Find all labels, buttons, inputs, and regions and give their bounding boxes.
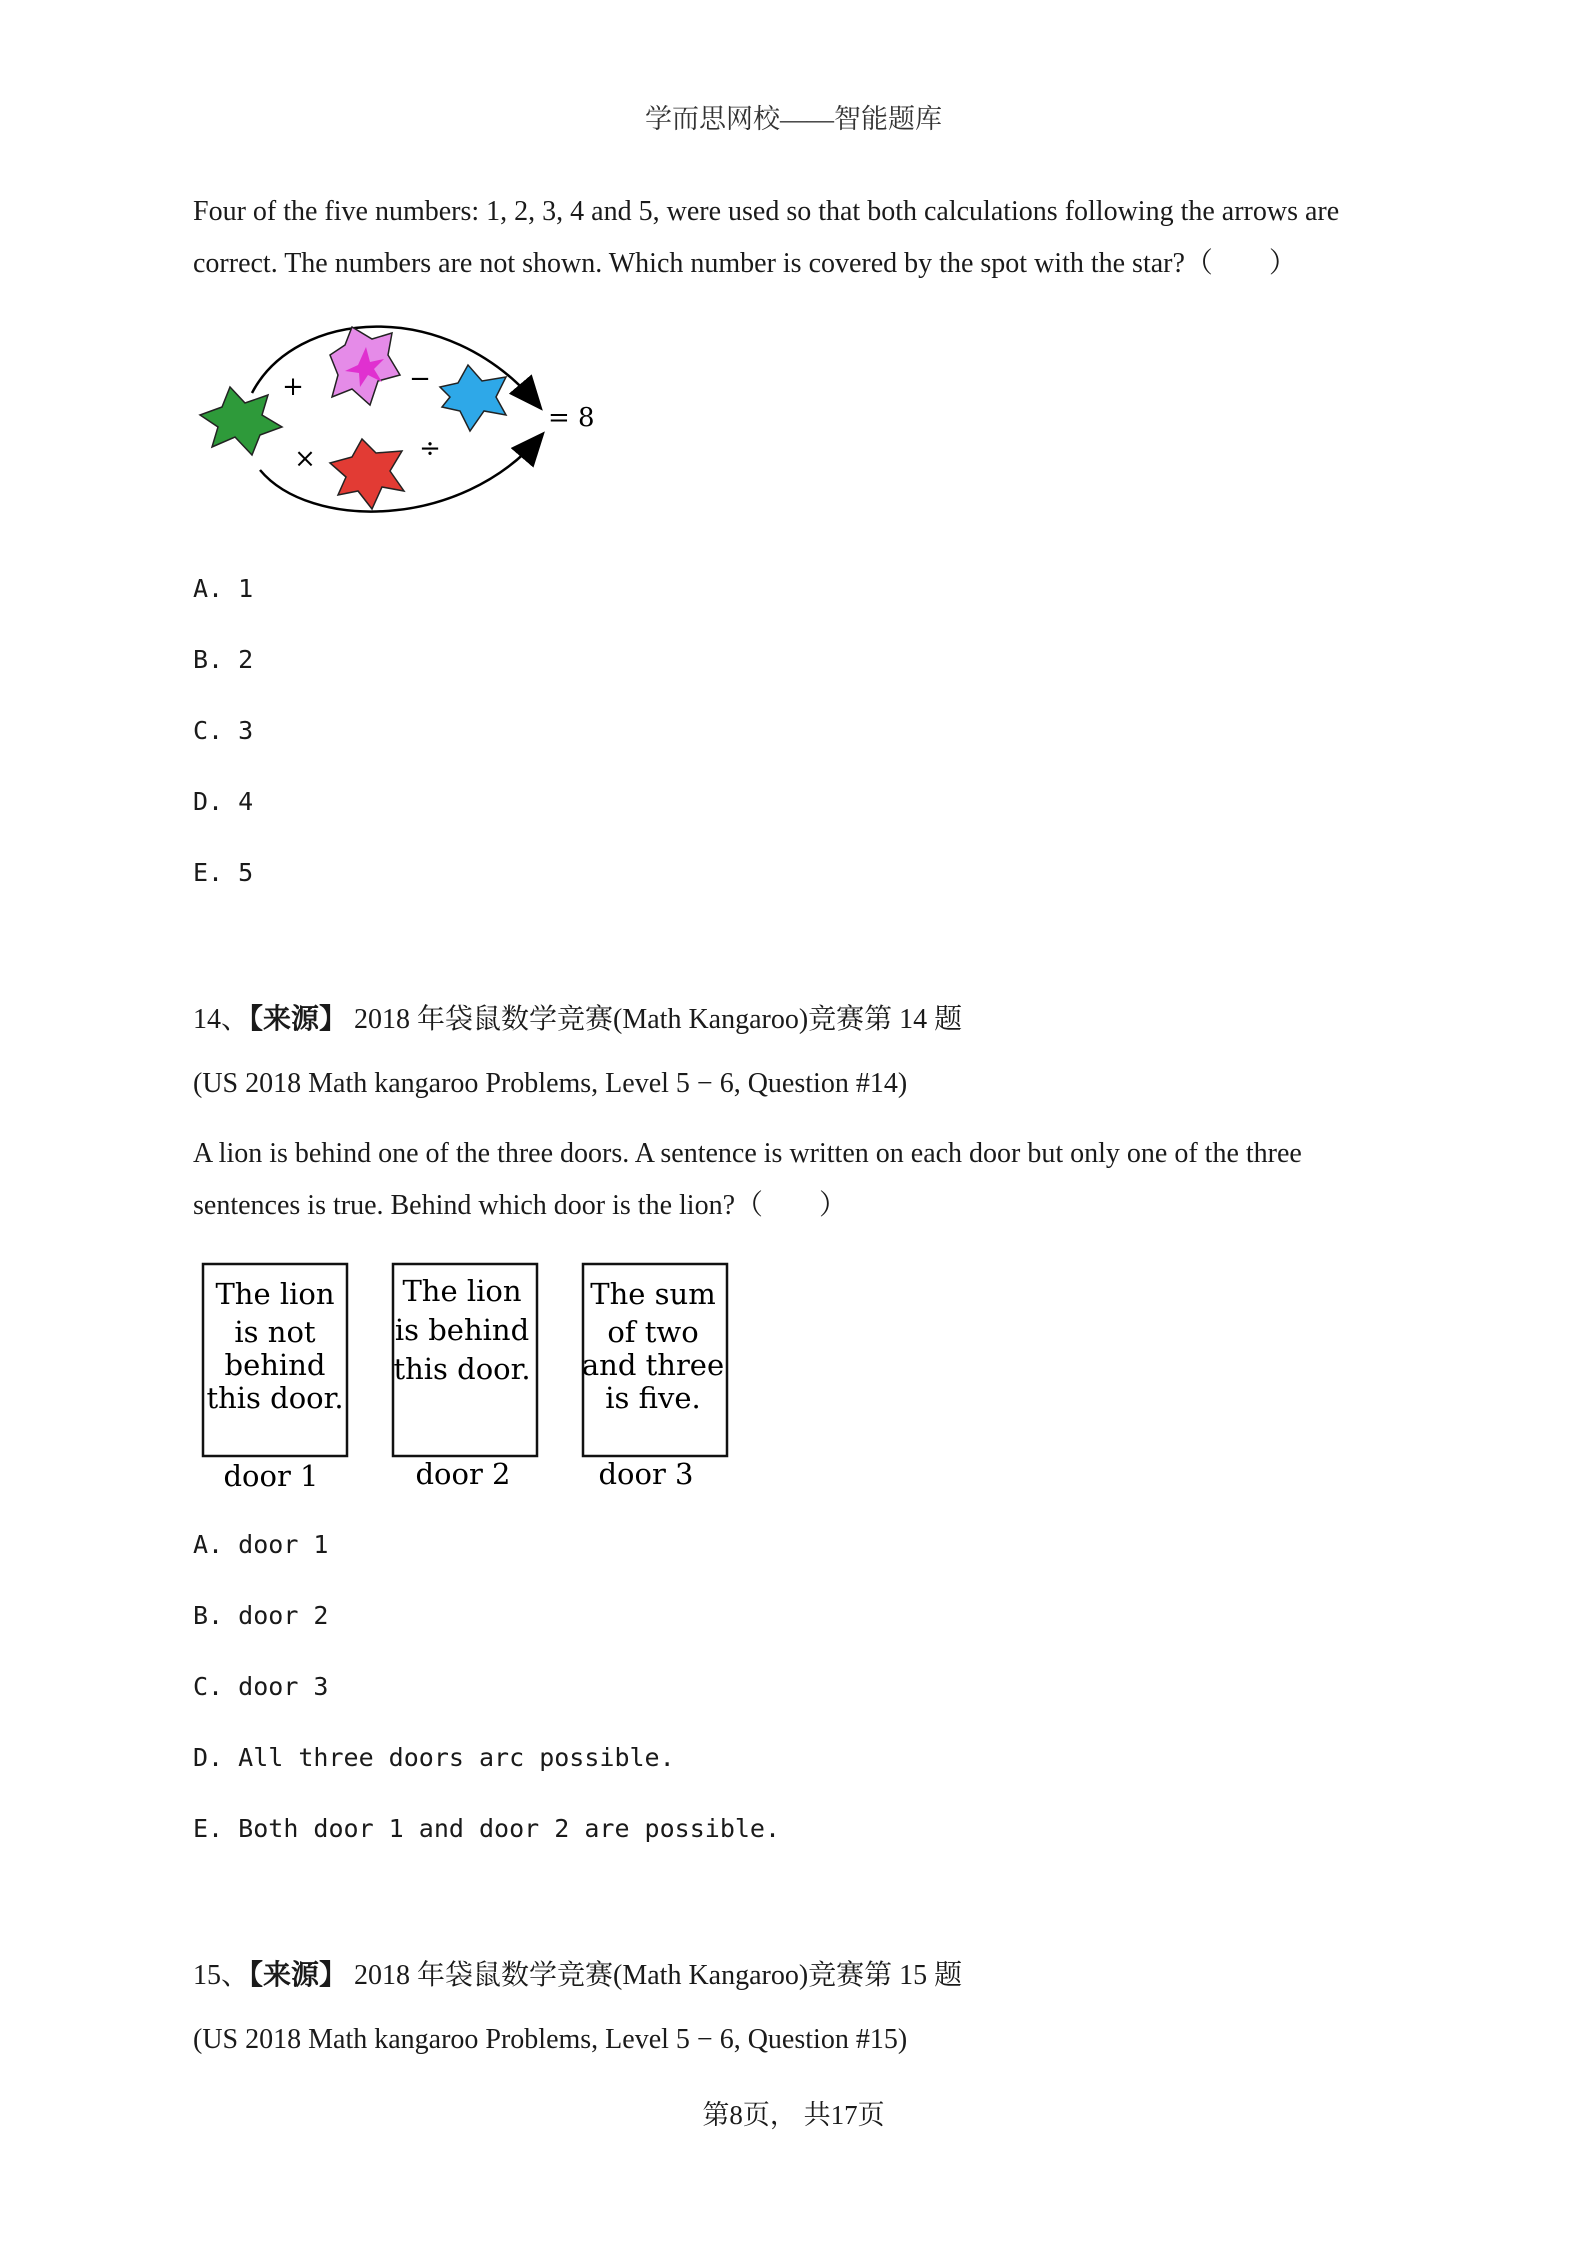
q13-option-d[interactable] xyxy=(193,787,253,816)
option-text: door 1 xyxy=(238,1530,329,1559)
q13-option-a[interactable] xyxy=(193,574,253,603)
option-letter: A. xyxy=(193,574,224,603)
q13-text-line-1: Four of the five numbers: 1, 2, 3, 4 and 5, were used so that both calculations following the arrows are xyxy=(193,196,1340,227)
divide-sign: ÷ xyxy=(419,434,441,464)
source-text: 2018 年袋鼠数学竞赛(Math Kangaroo)竞赛第 14 题 xyxy=(354,1004,963,1035)
option-letter: B. xyxy=(193,645,224,674)
door-1-line-3: behind xyxy=(224,1348,326,1382)
q13-option-e[interactable] xyxy=(193,858,253,887)
option-text: Both door 1 and door 2 are possible. xyxy=(238,1814,781,1843)
source-tag: 【来源】 xyxy=(249,1960,348,1991)
page-header: 学而思网校——智能题库 xyxy=(645,104,942,134)
door-2 xyxy=(393,1264,537,1491)
option-text: door 2 xyxy=(238,1601,329,1630)
door-1-label: door 1 xyxy=(223,1459,319,1493)
door-3-line-2: of two xyxy=(607,1315,699,1349)
door-3-line-4: is five. xyxy=(605,1381,701,1415)
green-spot xyxy=(200,387,282,455)
door-3-line-3: and three xyxy=(581,1348,725,1382)
q14-text-line-1: A lion is behind one of the three doors. A sentence is written on each door but only one of the three xyxy=(193,1138,1302,1169)
question-number: 15、 xyxy=(193,1960,250,1991)
q14-subtitle: (US 2018 Math kangaroo Problems, Level 5 − 6, Question #14) xyxy=(193,1068,908,1099)
q14-doors-figure xyxy=(195,1258,745,1498)
option-text: 2 xyxy=(238,645,254,674)
door-2-line-3: this door. xyxy=(393,1352,531,1386)
q14-heading xyxy=(193,997,962,1037)
q14-option-d[interactable] xyxy=(193,1743,675,1772)
times-sign: × xyxy=(294,444,316,474)
q13-spots-figure xyxy=(190,315,610,530)
red-spot xyxy=(330,439,404,509)
option-letter: A. xyxy=(193,1530,224,1559)
q14-option-c[interactable] xyxy=(193,1672,328,1701)
door-3 xyxy=(582,1264,727,1491)
door-2-label: door 2 xyxy=(415,1457,511,1491)
blue-spot xyxy=(440,365,506,431)
option-text: All three doors arc possible. xyxy=(238,1743,675,1772)
option-letter: C. xyxy=(193,716,224,745)
question-number: 14、 xyxy=(193,1004,250,1035)
door-2-line-1: The lion xyxy=(402,1274,522,1308)
plus-sign: + xyxy=(282,372,304,402)
minus-sign: − xyxy=(409,364,431,394)
option-letter: E. xyxy=(193,858,224,887)
q14-option-b[interactable] xyxy=(193,1601,328,1630)
option-letter: D. xyxy=(193,1743,224,1772)
option-text: 4 xyxy=(238,787,254,816)
door-1-line-2: is not xyxy=(234,1315,316,1349)
option-text: 3 xyxy=(238,716,254,745)
q15-heading xyxy=(193,1953,962,1993)
q13-option-b[interactable] xyxy=(193,645,253,674)
page-footer: 第8页， 共17页 xyxy=(702,2100,885,2130)
option-text: door 3 xyxy=(238,1672,329,1701)
option-letter: D. xyxy=(193,787,224,816)
option-text: 5 xyxy=(238,858,254,887)
q14-option-a[interactable] xyxy=(193,1530,328,1559)
door-1-line-1: The lion xyxy=(215,1277,335,1311)
door-2-line-2: is behind xyxy=(394,1313,530,1347)
door-1-line-4: this door. xyxy=(206,1381,344,1415)
q14-option-e[interactable] xyxy=(193,1814,780,1843)
door-3-label: door 3 xyxy=(598,1457,694,1491)
q14-text-line-2: sentences is true. Behind which door is the lion?（ ） xyxy=(193,1190,847,1221)
option-letter: B. xyxy=(193,1601,224,1630)
result-label: = 8 xyxy=(548,403,595,433)
option-letter: E. xyxy=(193,1814,224,1843)
q13-text-line-2: correct. The numbers are not shown. Which number is covered by the spot with the star?（ ） xyxy=(193,248,1297,279)
door-3-line-1: The sum xyxy=(590,1277,716,1311)
source-text: 2018 年袋鼠数学竞赛(Math Kangaroo)竞赛第 15 题 xyxy=(354,1960,963,1991)
option-letter: C. xyxy=(193,1672,224,1701)
option-text: 1 xyxy=(238,574,254,603)
q13-option-c[interactable] xyxy=(193,716,253,745)
q15-subtitle: (US 2018 Math kangaroo Problems, Level 5 − 6, Question #15) xyxy=(193,2024,908,2055)
source-tag: 【来源】 xyxy=(249,1004,348,1035)
door-1 xyxy=(203,1264,347,1493)
